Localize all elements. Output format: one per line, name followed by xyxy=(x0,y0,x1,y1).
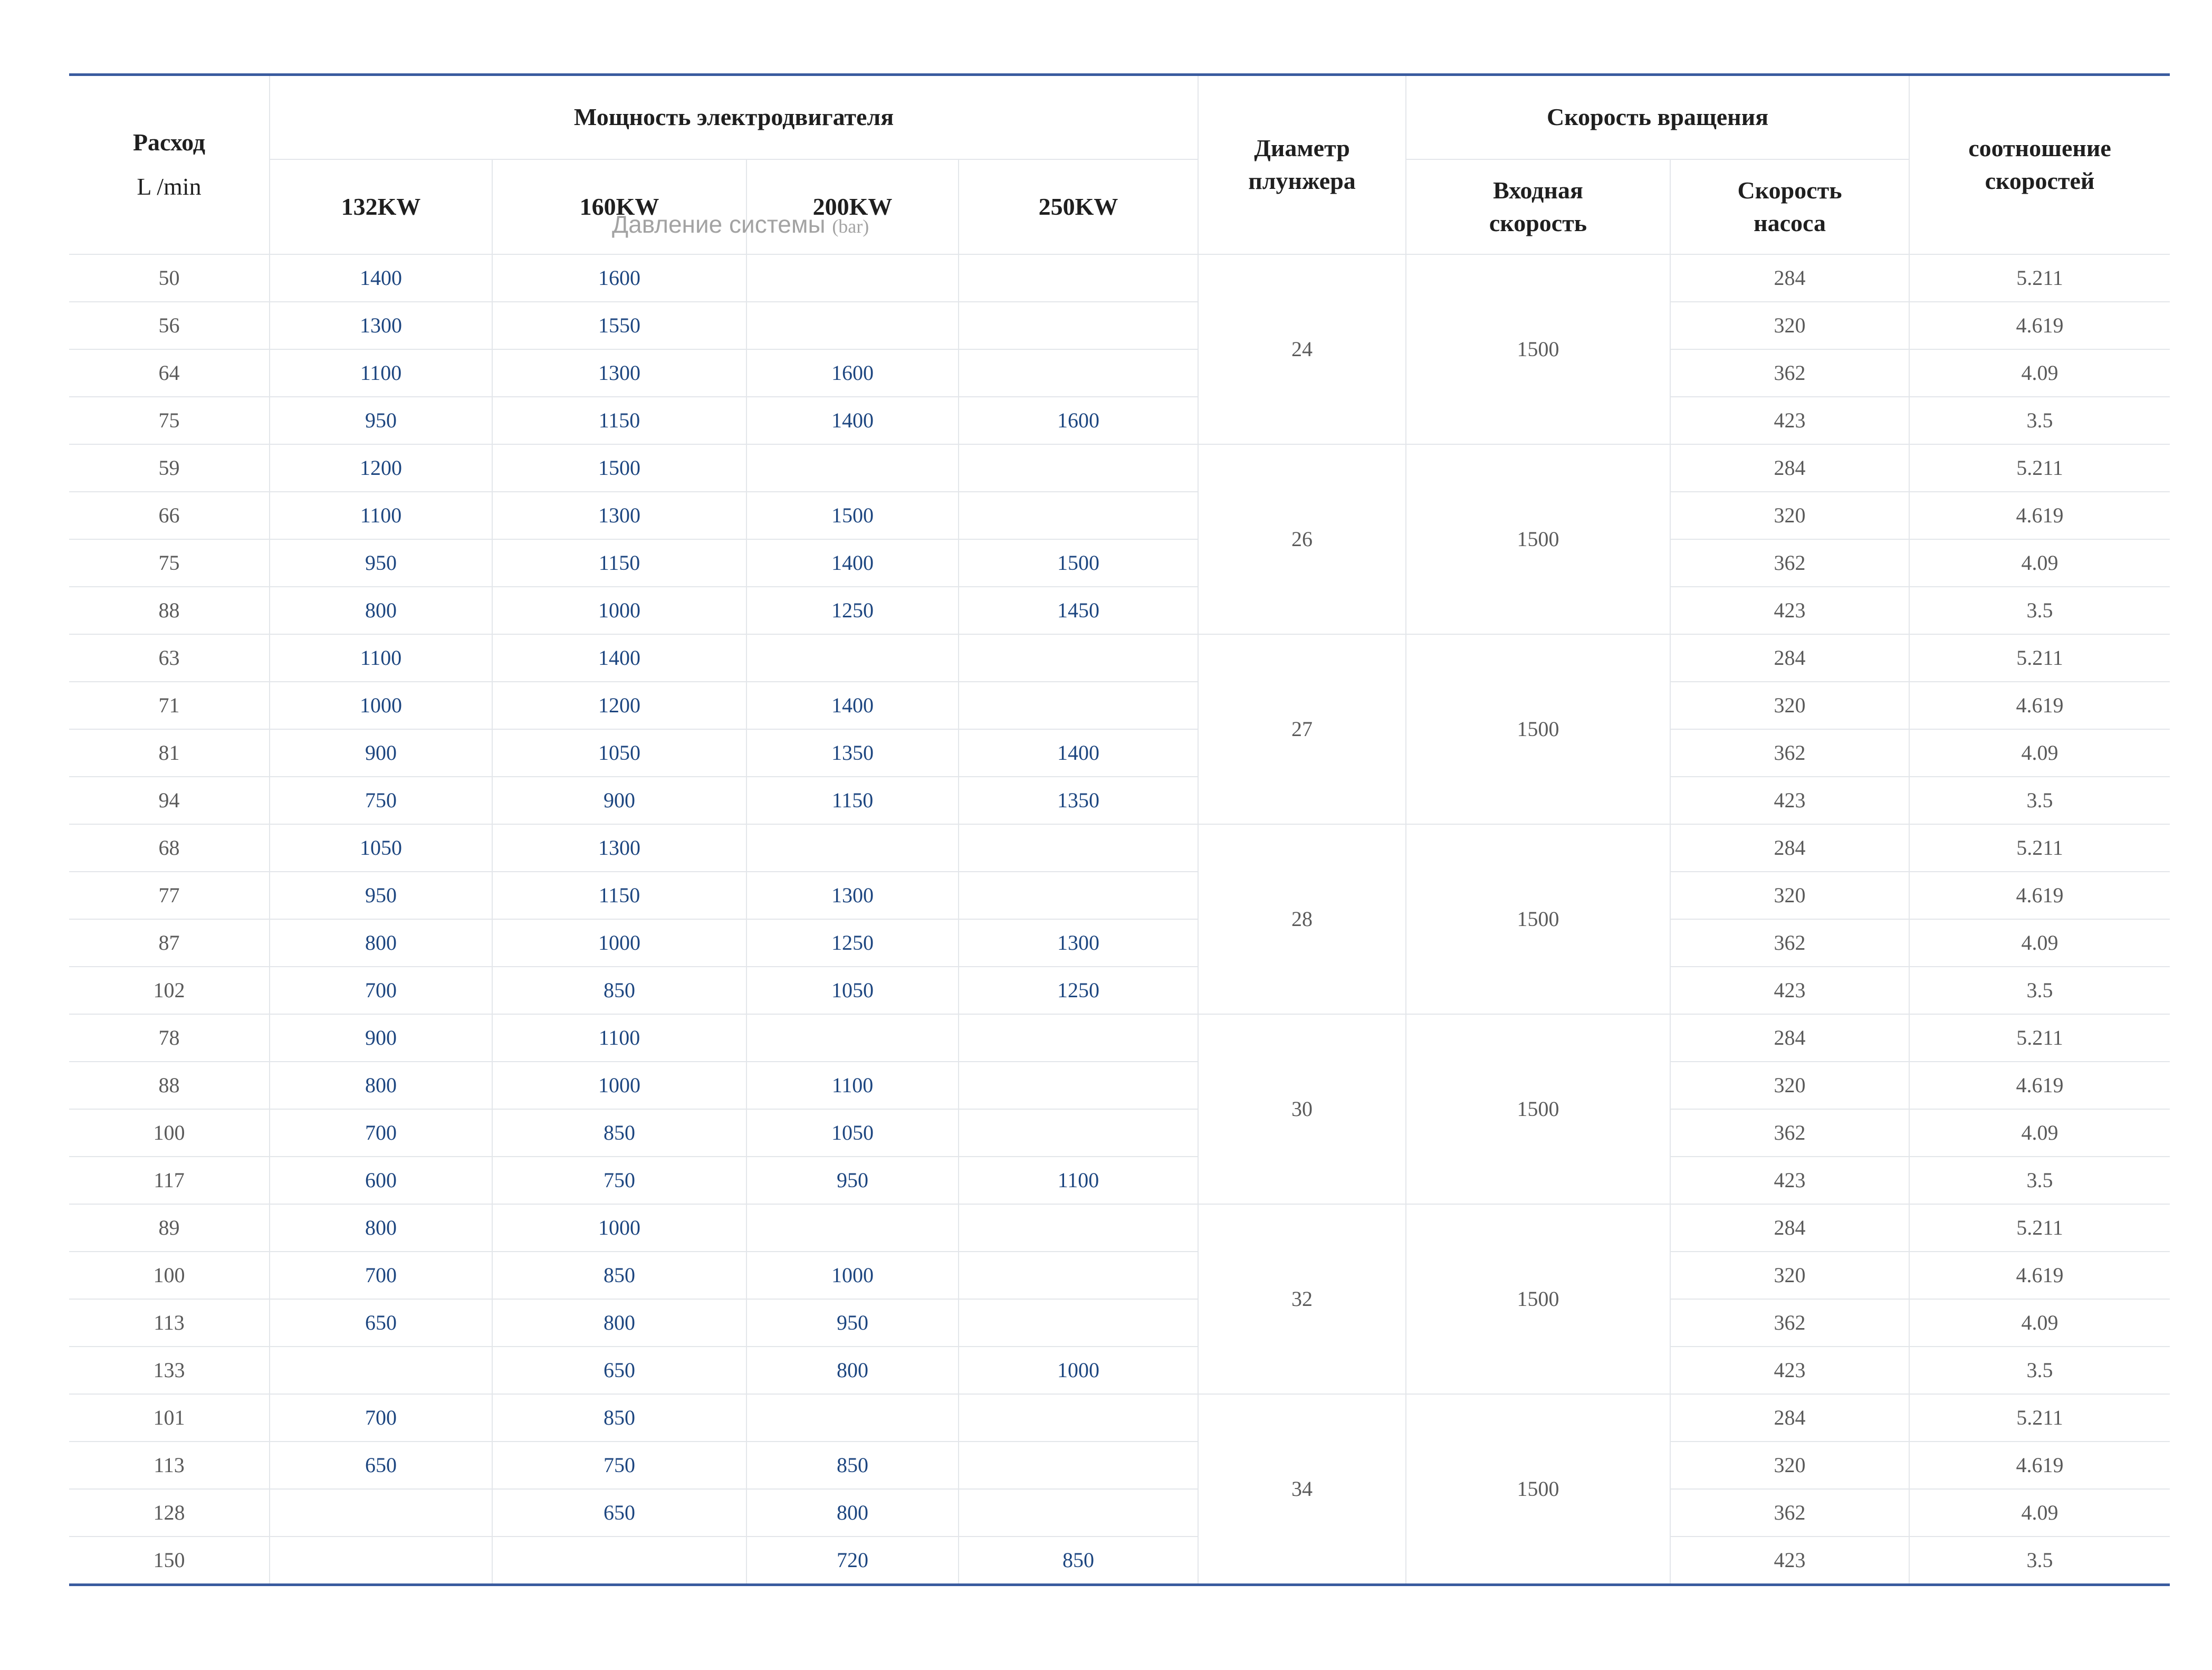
plunger-diameter-cell: 30 xyxy=(1198,1014,1406,1204)
pressure-250kw-cell xyxy=(959,254,1198,302)
pump-speed-cell: 284 xyxy=(1670,1394,1909,1442)
pressure-200kw-cell xyxy=(746,634,959,682)
pump-speed-cell: 284 xyxy=(1670,254,1909,302)
table-row xyxy=(69,1252,2170,1299)
table-row xyxy=(69,1394,2170,1442)
table-row xyxy=(69,302,2170,349)
flow-cell: 101 xyxy=(69,1394,270,1442)
pressure-250kw-cell xyxy=(959,1014,1198,1062)
pump-speed-cell: 423 xyxy=(1670,397,1909,444)
pressure-160kw-cell: 1400 xyxy=(492,634,746,682)
speed-ratio-cell: 4.09 xyxy=(1909,919,2170,967)
pressure-250kw-cell: 1250 xyxy=(959,967,1198,1014)
pump-speed-cell: 423 xyxy=(1670,1537,1909,1585)
pressure-200kw-cell: 1000 xyxy=(746,1252,959,1299)
pressure-160kw-cell: 850 xyxy=(492,1252,746,1299)
pump-speed-cell: 362 xyxy=(1670,539,1909,587)
plunger-diameter-cell: 26 xyxy=(1198,444,1406,634)
pressure-160kw-cell: 1000 xyxy=(492,587,746,634)
pressure-250kw-cell xyxy=(959,1109,1198,1157)
pressure-250kw-cell xyxy=(959,492,1198,539)
table-row xyxy=(69,444,2170,492)
pressure-250kw-cell xyxy=(959,1489,1198,1537)
pressure-200kw-cell: 1400 xyxy=(746,682,959,729)
speed-ratio-cell: 5.211 xyxy=(1909,1204,2170,1252)
pressure-160kw-cell: 1100 xyxy=(492,1014,746,1062)
pump-speed-cell: 320 xyxy=(1670,492,1909,539)
power-160kw-header: 160KW xyxy=(492,159,746,254)
table-row xyxy=(69,254,2170,302)
pressure-160kw-cell: 850 xyxy=(492,1394,746,1442)
pressure-250kw-cell: 1000 xyxy=(959,1347,1198,1394)
pressure-160kw-cell: 1050 xyxy=(492,729,746,777)
table-row xyxy=(69,1204,2170,1252)
input-speed-cell: 1500 xyxy=(1406,824,1670,1014)
pump-speed-cell: 284 xyxy=(1670,634,1909,682)
plunger-diameter-label: Диаметр плунжера xyxy=(1248,135,1356,195)
flow-cell: 94 xyxy=(69,777,270,824)
flow-cell: 50 xyxy=(69,254,270,302)
flow-header xyxy=(69,75,270,254)
pump-speed-cell: 320 xyxy=(1670,1062,1909,1109)
table-row xyxy=(69,1489,2170,1537)
speed-ratio-cell: 5.211 xyxy=(1909,1394,2170,1442)
pump-speed-cell: 284 xyxy=(1670,1014,1909,1062)
pressure-200kw-cell xyxy=(746,824,959,872)
pressure-132kw-cell: 700 xyxy=(270,1252,492,1299)
pressure-250kw-cell xyxy=(959,682,1198,729)
flow-cell: 75 xyxy=(69,397,270,444)
flow-cell: 88 xyxy=(69,1062,270,1109)
pump-speed-cell: 423 xyxy=(1670,1157,1909,1204)
pressure-160kw-cell: 1150 xyxy=(492,397,746,444)
pressure-200kw-cell: 1100 xyxy=(746,1062,959,1109)
pressure-200kw-cell: 1050 xyxy=(746,1109,959,1157)
pressure-250kw-cell: 1600 xyxy=(959,397,1198,444)
pressure-250kw-cell xyxy=(959,1299,1198,1347)
pressure-160kw-cell: 1300 xyxy=(492,492,746,539)
pressure-250kw-cell xyxy=(959,444,1198,492)
pressure-250kw-cell: 1450 xyxy=(959,587,1198,634)
speed-ratio-cell: 4.619 xyxy=(1909,1442,2170,1489)
pressure-200kw-cell: 850 xyxy=(746,1442,959,1489)
pressure-200kw-cell: 1300 xyxy=(746,872,959,919)
pressure-132kw-cell: 1200 xyxy=(270,444,492,492)
flow-cell: 88 xyxy=(69,587,270,634)
pressure-250kw-cell xyxy=(959,1062,1198,1109)
flow-cell: 59 xyxy=(69,444,270,492)
flow-cell: 128 xyxy=(69,1489,270,1537)
pressure-132kw-cell: 1050 xyxy=(270,824,492,872)
pressure-132kw-cell: 800 xyxy=(270,1204,492,1252)
flow-cell: 63 xyxy=(69,634,270,682)
input-speed-cell: 1500 xyxy=(1406,1014,1670,1204)
input-speed-cell: 1500 xyxy=(1406,1394,1670,1585)
pump-speed-cell: 284 xyxy=(1670,824,1909,872)
flow-cell: 87 xyxy=(69,919,270,967)
pressure-200kw-cell: 1600 xyxy=(746,349,959,397)
input-speed-header xyxy=(1406,159,1670,254)
pump-speed-cell: 423 xyxy=(1670,967,1909,1014)
table-row xyxy=(69,777,2170,824)
pressure-132kw-cell: 800 xyxy=(270,1062,492,1109)
pressure-200kw-cell: 1250 xyxy=(746,919,959,967)
pressure-160kw-cell: 1000 xyxy=(492,1204,746,1252)
pressure-160kw-cell: 650 xyxy=(492,1347,746,1394)
pressure-132kw-cell: 1400 xyxy=(270,254,492,302)
pressure-160kw-cell: 850 xyxy=(492,1109,746,1157)
table-row xyxy=(69,587,2170,634)
plunger-diameter-cell: 34 xyxy=(1198,1394,1406,1585)
pressure-132kw-cell: 600 xyxy=(270,1157,492,1204)
pressure-160kw-cell: 1500 xyxy=(492,444,746,492)
plunger-diameter-cell: 28 xyxy=(1198,824,1406,1014)
pressure-132kw-cell: 700 xyxy=(270,1109,492,1157)
pressure-132kw-cell: 900 xyxy=(270,729,492,777)
input-speed-label: Входная скорость xyxy=(1489,176,1587,236)
pump-speed-cell: 284 xyxy=(1670,1204,1909,1252)
pressure-132kw-cell: 950 xyxy=(270,872,492,919)
table-row xyxy=(69,1062,2170,1109)
pressure-200kw-cell: 800 xyxy=(746,1347,959,1394)
pressure-132kw-cell: 950 xyxy=(270,539,492,587)
flow-cell: 64 xyxy=(69,349,270,397)
pressure-200kw-cell: 1400 xyxy=(746,397,959,444)
pressure-132kw-cell: 800 xyxy=(270,587,492,634)
speed-ratio-cell: 4.09 xyxy=(1909,1109,2170,1157)
pressure-200kw-cell: 1500 xyxy=(746,492,959,539)
pressure-132kw-cell xyxy=(270,1489,492,1537)
flow-cell: 100 xyxy=(69,1109,270,1157)
pressure-200kw-cell: 950 xyxy=(746,1157,959,1204)
pump-speed-label: Скорость насоса xyxy=(1737,176,1842,236)
table-row xyxy=(69,1347,2170,1394)
pump-speed-cell: 320 xyxy=(1670,872,1909,919)
pressure-250kw-cell: 1300 xyxy=(959,919,1198,967)
speed-ratio-cell: 4.09 xyxy=(1909,349,2170,397)
pressure-250kw-cell xyxy=(959,302,1198,349)
flow-cell: 71 xyxy=(69,682,270,729)
system-pressure-label: Давление системы xyxy=(612,211,826,238)
pressure-200kw-cell: 1250 xyxy=(746,587,959,634)
flow-cell: 75 xyxy=(69,539,270,587)
pump-spec-table xyxy=(69,73,2170,1586)
table-body xyxy=(69,254,2170,1585)
pressure-200kw-cell: 1050 xyxy=(746,967,959,1014)
pump-speed-header xyxy=(1670,159,1909,254)
flow-header-label: Расход xyxy=(132,129,206,156)
flow-cell: 100 xyxy=(69,1252,270,1299)
speed-ratio-cell: 4.619 xyxy=(1909,872,2170,919)
pump-speed-cell: 423 xyxy=(1670,777,1909,824)
pump-speed-cell: 320 xyxy=(1670,302,1909,349)
pressure-160kw-cell: 1000 xyxy=(492,919,746,967)
pump-speed-cell: 362 xyxy=(1670,1109,1909,1157)
pump-speed-cell: 423 xyxy=(1670,1347,1909,1394)
pressure-132kw-cell: 700 xyxy=(270,1394,492,1442)
speed-ratio-cell: 5.211 xyxy=(1909,444,2170,492)
speed-ratio-cell: 5.211 xyxy=(1909,634,2170,682)
pressure-160kw-cell: 750 xyxy=(492,1442,746,1489)
pressure-160kw-cell xyxy=(492,1537,746,1585)
pressure-250kw-cell: 850 xyxy=(959,1537,1198,1585)
pressure-200kw-cell: 1150 xyxy=(746,777,959,824)
speed-ratio-cell: 3.5 xyxy=(1909,1347,2170,1394)
pressure-160kw-cell: 1550 xyxy=(492,302,746,349)
speed-ratio-cell: 4.09 xyxy=(1909,729,2170,777)
pressure-132kw-cell: 800 xyxy=(270,919,492,967)
speed-ratio-label: соотношение скоростей xyxy=(1968,135,2111,195)
speed-ratio-cell: 5.211 xyxy=(1909,1014,2170,1062)
speed-ratio-cell: 4.09 xyxy=(1909,1299,2170,1347)
pressure-132kw-cell: 650 xyxy=(270,1442,492,1489)
pump-speed-cell: 362 xyxy=(1670,919,1909,967)
flow-cell: 150 xyxy=(69,1537,270,1585)
pressure-200kw-cell: 1400 xyxy=(746,539,959,587)
flow-cell: 78 xyxy=(69,1014,270,1062)
pressure-160kw-cell: 1300 xyxy=(492,824,746,872)
pressure-250kw-cell: 1400 xyxy=(959,729,1198,777)
table-row xyxy=(69,967,2170,1014)
speed-ratio-cell: 4.09 xyxy=(1909,539,2170,587)
table-row xyxy=(69,539,2170,587)
pressure-250kw-cell xyxy=(959,1442,1198,1489)
pressure-160kw-cell: 850 xyxy=(492,967,746,1014)
speed-ratio-header xyxy=(1909,75,2170,254)
pressure-132kw-cell: 750 xyxy=(270,777,492,824)
pressure-132kw-cell: 1100 xyxy=(270,349,492,397)
pressure-132kw-cell xyxy=(270,1537,492,1585)
flow-cell: 68 xyxy=(69,824,270,872)
table-row xyxy=(69,634,2170,682)
pressure-200kw-cell: 950 xyxy=(746,1299,959,1347)
table-row xyxy=(69,397,2170,444)
flow-cell: 66 xyxy=(69,492,270,539)
pump-speed-cell: 320 xyxy=(1670,1442,1909,1489)
speed-ratio-cell: 3.5 xyxy=(1909,587,2170,634)
pressure-200kw-cell: 1350 xyxy=(746,729,959,777)
pressure-250kw-cell xyxy=(959,1252,1198,1299)
flow-unit: L /min xyxy=(137,173,202,201)
speed-ratio-cell: 4.619 xyxy=(1909,302,2170,349)
table-row xyxy=(69,919,2170,967)
pressure-250kw-cell: 1350 xyxy=(959,777,1198,824)
rotation-speed-group-header: Скорость вращения xyxy=(1406,75,1909,159)
speed-ratio-cell: 3.5 xyxy=(1909,1537,2170,1585)
table-row xyxy=(69,1014,2170,1062)
flow-cell: 117 xyxy=(69,1157,270,1204)
speed-ratio-cell: 5.211 xyxy=(1909,824,2170,872)
pressure-250kw-cell xyxy=(959,1204,1198,1252)
pump-speed-cell: 362 xyxy=(1670,349,1909,397)
pressure-160kw-cell: 1000 xyxy=(492,1062,746,1109)
pressure-200kw-cell xyxy=(746,302,959,349)
pump-speed-cell: 362 xyxy=(1670,1489,1909,1537)
table-header xyxy=(69,75,2170,254)
pump-speed-cell: 362 xyxy=(1670,1299,1909,1347)
pressure-132kw-cell: 650 xyxy=(270,1299,492,1347)
speed-ratio-cell: 4.619 xyxy=(1909,492,2170,539)
input-speed-cell: 1500 xyxy=(1406,1204,1670,1394)
flow-cell: 113 xyxy=(69,1299,270,1347)
pressure-160kw-cell: 900 xyxy=(492,777,746,824)
pump-speed-cell: 284 xyxy=(1670,444,1909,492)
table-row xyxy=(69,1442,2170,1489)
pressure-160kw-cell: 1150 xyxy=(492,539,746,587)
flow-cell: 102 xyxy=(69,967,270,1014)
pressure-132kw-cell: 1000 xyxy=(270,682,492,729)
speed-ratio-cell: 3.5 xyxy=(1909,967,2170,1014)
pressure-160kw-cell: 1150 xyxy=(492,872,746,919)
pressure-160kw-cell: 650 xyxy=(492,1489,746,1537)
pressure-132kw-cell: 1300 xyxy=(270,302,492,349)
pressure-160kw-cell: 1200 xyxy=(492,682,746,729)
flow-cell: 89 xyxy=(69,1204,270,1252)
pressure-250kw-cell xyxy=(959,1394,1198,1442)
flow-cell: 81 xyxy=(69,729,270,777)
table-row xyxy=(69,824,2170,872)
speed-ratio-cell: 5.211 xyxy=(1909,254,2170,302)
power-200kw-header: 200KW xyxy=(746,159,959,254)
speed-ratio-cell: 3.5 xyxy=(1909,1157,2170,1204)
pressure-200kw-cell xyxy=(746,444,959,492)
power-132kw-header: 132KW xyxy=(270,159,492,254)
power-group-header: Мощность электродвигателя xyxy=(270,75,1198,159)
plunger-diameter-cell: 32 xyxy=(1198,1204,1406,1394)
pressure-200kw-cell xyxy=(746,1014,959,1062)
speed-ratio-cell: 4.619 xyxy=(1909,1062,2170,1109)
table-row xyxy=(69,872,2170,919)
pressure-200kw-cell xyxy=(746,1394,959,1442)
pressure-132kw-cell: 1100 xyxy=(270,634,492,682)
system-pressure-caption xyxy=(612,210,869,238)
pressure-200kw-cell xyxy=(746,1204,959,1252)
input-speed-cell: 1500 xyxy=(1406,444,1670,634)
pressure-132kw-cell: 900 xyxy=(270,1014,492,1062)
pressure-250kw-cell xyxy=(959,872,1198,919)
pressure-200kw-cell xyxy=(746,254,959,302)
input-speed-cell: 1500 xyxy=(1406,634,1670,824)
pressure-160kw-cell: 800 xyxy=(492,1299,746,1347)
speed-ratio-cell: 3.5 xyxy=(1909,777,2170,824)
speed-ratio-cell: 4.619 xyxy=(1909,682,2170,729)
pressure-132kw-cell xyxy=(270,1347,492,1394)
table-row xyxy=(69,1157,2170,1204)
pressure-200kw-cell: 720 xyxy=(746,1537,959,1585)
table-row xyxy=(69,729,2170,777)
table-row xyxy=(69,1537,2170,1585)
pressure-160kw-cell: 1600 xyxy=(492,254,746,302)
pressure-132kw-cell: 700 xyxy=(270,967,492,1014)
table-row xyxy=(69,492,2170,539)
system-pressure-unit: (bar) xyxy=(832,216,869,237)
table-row xyxy=(69,1109,2170,1157)
plunger-diameter-header xyxy=(1198,75,1406,254)
pressure-250kw-cell xyxy=(959,349,1198,397)
plunger-diameter-cell: 27 xyxy=(1198,634,1406,824)
power-250kw-header: 250KW xyxy=(959,159,1198,254)
pump-speed-cell: 320 xyxy=(1670,1252,1909,1299)
pressure-250kw-cell: 1100 xyxy=(959,1157,1198,1204)
pressure-250kw-cell xyxy=(959,634,1198,682)
flow-cell: 77 xyxy=(69,872,270,919)
flow-cell: 133 xyxy=(69,1347,270,1394)
pump-speed-cell: 423 xyxy=(1670,587,1909,634)
speed-ratio-cell: 4.09 xyxy=(1909,1489,2170,1537)
table-row xyxy=(69,682,2170,729)
table-row xyxy=(69,1299,2170,1347)
pressure-160kw-cell: 750 xyxy=(492,1157,746,1204)
pressure-160kw-cell: 1300 xyxy=(492,349,746,397)
speed-ratio-cell: 4.619 xyxy=(1909,1252,2170,1299)
pressure-250kw-cell: 1500 xyxy=(959,539,1198,587)
table-row xyxy=(69,349,2170,397)
pump-speed-cell: 362 xyxy=(1670,729,1909,777)
pressure-132kw-cell: 1100 xyxy=(270,492,492,539)
input-speed-cell: 1500 xyxy=(1406,254,1670,444)
pressure-200kw-cell: 800 xyxy=(746,1489,959,1537)
pump-speed-cell: 320 xyxy=(1670,682,1909,729)
flow-cell: 56 xyxy=(69,302,270,349)
plunger-diameter-cell: 24 xyxy=(1198,254,1406,444)
pressure-250kw-cell xyxy=(959,824,1198,872)
pressure-132kw-cell: 950 xyxy=(270,397,492,444)
flow-cell: 113 xyxy=(69,1442,270,1489)
speed-ratio-cell: 3.5 xyxy=(1909,397,2170,444)
